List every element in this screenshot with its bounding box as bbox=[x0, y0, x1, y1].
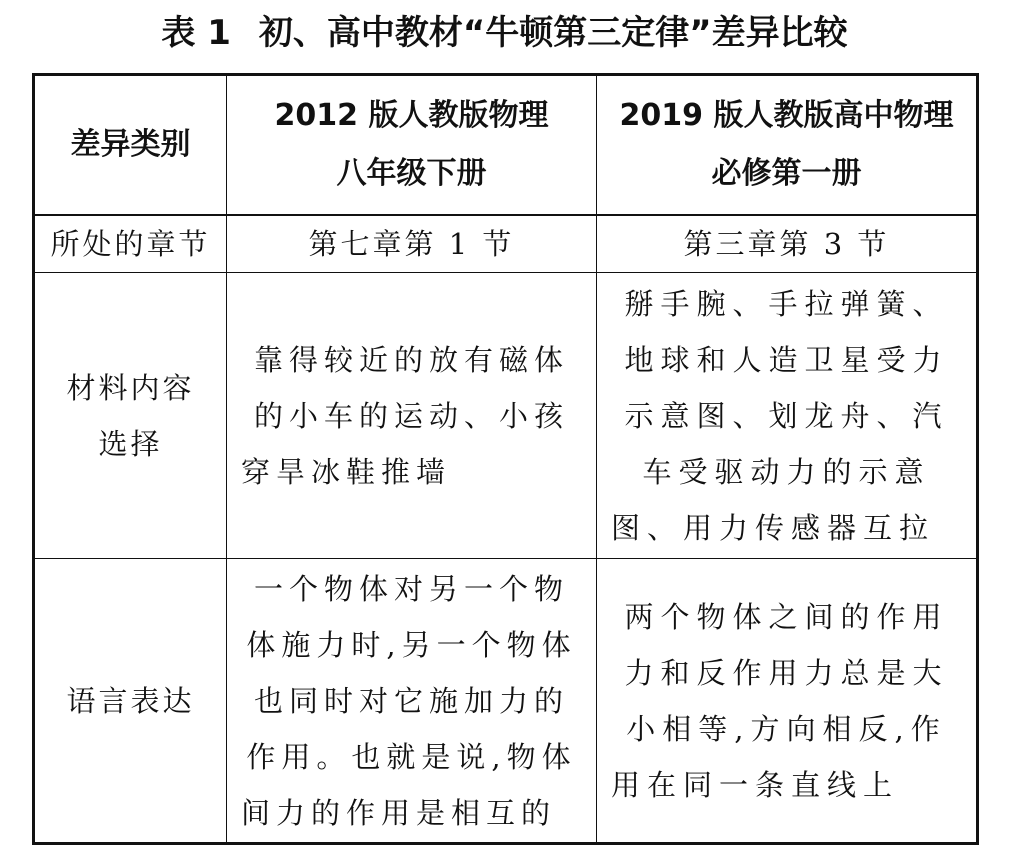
header-senior-line2: 必修第一册 bbox=[711, 155, 862, 191]
row-chapter-junior: 第七章第 1 节 bbox=[227, 215, 597, 273]
row-chapter-category: 所处的章节 bbox=[34, 215, 227, 273]
header-senior-edition bbox=[597, 75, 978, 215]
comparison-table bbox=[32, 73, 979, 845]
row-material-senior: 掰手腕、手拉弹簧、地球和人造卫星受力示意图、划龙舟、汽车受驱动力的示意图、用力传感器互拉 bbox=[597, 273, 978, 559]
row-material-category bbox=[34, 273, 227, 559]
row-material-category-line2: 选择 bbox=[98, 426, 163, 461]
row-language-category: 语言表达 bbox=[34, 559, 227, 844]
header-category-label: 差异类别 bbox=[70, 126, 191, 162]
header-junior-line2: 八年级下册 bbox=[336, 155, 487, 191]
table-title: 初、高中教材“牛顿第三定律”差异比较 bbox=[258, 13, 848, 53]
table-caption bbox=[0, 8, 1009, 58]
table-header-row bbox=[34, 75, 978, 215]
row-language-junior: 一个物体对另一个物体施力时,另一个物体也同时对它施加力的作用。也就是说,物体间力的作用是相互的 bbox=[227, 559, 597, 844]
header-category bbox=[34, 75, 227, 215]
row-material-category-line1: 材料内容 bbox=[66, 370, 195, 405]
header-junior-edition bbox=[227, 75, 597, 215]
header-senior-line1: 2019 版人教版高中物理 bbox=[619, 97, 954, 133]
table-number: 表 1 bbox=[161, 13, 231, 53]
row-material-junior: 靠得较近的放有磁体的小车的运动、小孩穿旱冰鞋推墙 bbox=[227, 273, 597, 559]
header-junior-line1: 2012 版人教版物理 bbox=[274, 97, 549, 133]
table-row-material bbox=[34, 273, 978, 559]
row-language-senior: 两个物体之间的作用力和反作用力总是大小相等,方向相反,作用在同一条直线上 bbox=[597, 559, 978, 844]
row-chapter-senior: 第三章第 3 节 bbox=[597, 215, 978, 273]
table-row-language bbox=[34, 559, 978, 844]
table-row-chapter bbox=[34, 215, 978, 273]
